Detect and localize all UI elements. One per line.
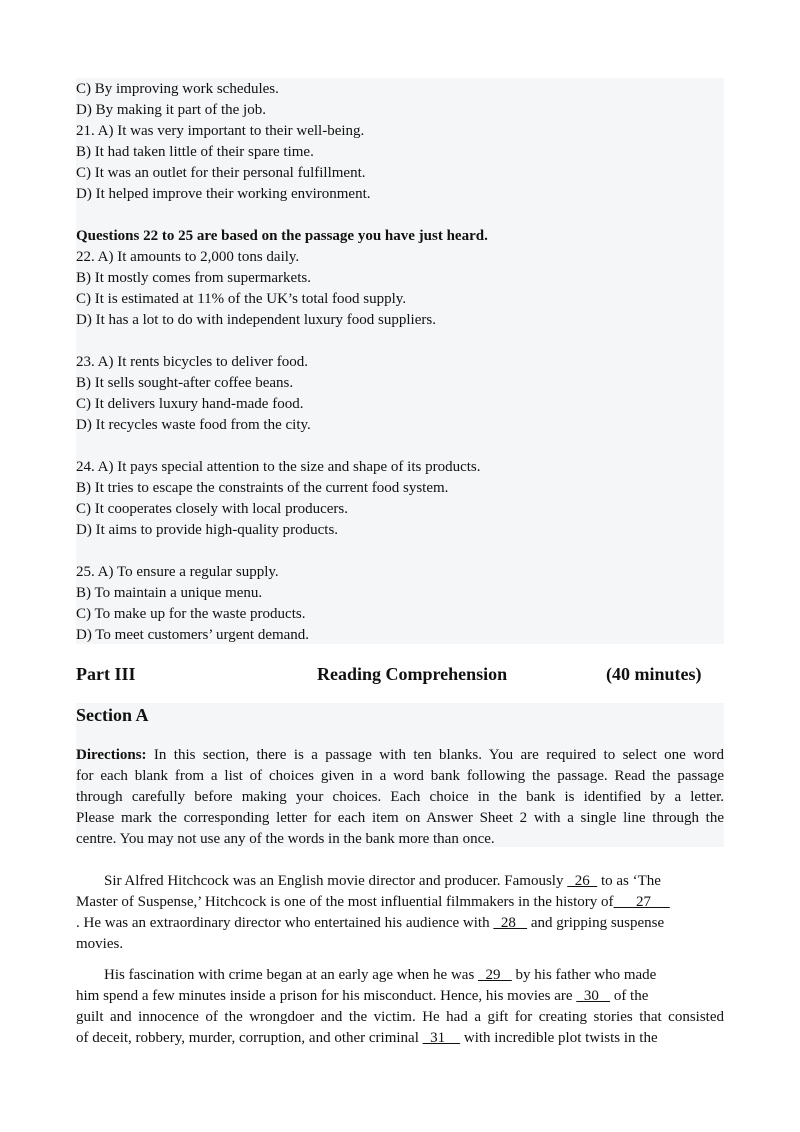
para2-text: His fascination with crime began at an early age when he was — [104, 967, 479, 983]
para2-text: of the — [610, 988, 649, 1004]
option-25b: B) To maintain a unique menu. — [76, 585, 263, 601]
option-23b: B) It sells sought-after coffee beans. — [76, 375, 294, 391]
directions-line-2: for each blank from a list of choices given in a word bank following the passage. Read the passage — [76, 768, 724, 784]
option-23a: 23. A) It rents bicycles to deliver food. — [76, 354, 309, 370]
blank-27: 27 — [613, 894, 670, 910]
para1-text: Master of Suspense,’ Hitchcock is one of the most influential filmmakers in the history of — [76, 894, 614, 910]
option-25d: D) To meet customers’ urgent demand. — [76, 627, 310, 643]
directions-line-3: through carefully before making your choices. Each choice in the bank is identified by a letter. — [76, 789, 724, 805]
option-25a: 25. A) To ensure a regular supply. — [76, 564, 279, 580]
directions-line-5: centre. You may not use any of the words in the bank more than once. — [76, 831, 495, 847]
option-21b: B) It had taken little of their spare time. — [76, 144, 314, 160]
para1-line-4: movies. — [76, 936, 124, 952]
option-21a: 21. A) It was very important to their well-being. — [76, 123, 365, 139]
directions-line-1 — [76, 745, 724, 766]
option-21d: D) It helped improve their working environment. — [76, 186, 371, 202]
option-20c: C) By improving work schedules. — [76, 81, 279, 97]
para1-text: Sir Alfred Hitchcock was an English movie director and producer. Famously — [104, 873, 568, 889]
para2-line-3: guilt and innocence of the wrongdoer and the victim. He had a gift for creating stories that consisted — [76, 1009, 724, 1025]
para2-line-4 — [76, 1028, 724, 1049]
option-22c: C) It is estimated at 11% of the UK’s total food supply. — [76, 291, 407, 307]
para2-text: with incredible plot twists in the — [460, 1030, 658, 1046]
para2-text: of deceit, robbery, murder, corruption, and other criminal — [76, 1030, 423, 1046]
para1-text: to as ‘The — [597, 873, 661, 889]
option-21c: C) It was an outlet for their personal fulfillment. — [76, 165, 366, 181]
blank-30: 30 — [576, 988, 611, 1004]
option-23c: C) It delivers luxury hand-made food. — [76, 396, 304, 412]
part-time: (40 minutes) — [606, 664, 702, 684]
option-22b: B) It mostly comes from supermarkets. — [76, 270, 311, 286]
option-22a: 22. A) It amounts to 2,000 tons daily. — [76, 249, 300, 265]
option-24b: B) It tries to escape the constraints of the current food system. — [76, 480, 449, 496]
para2-line-1 — [76, 965, 724, 986]
directions-line-4: Please mark the corresponding letter for each item on Answer Sheet 2 with a single line through the — [76, 810, 724, 826]
passage-heading: Questions 22 to 25 are based on the passage you have just heard. — [76, 228, 488, 244]
para1-line-3 — [76, 913, 724, 934]
part-label: Part III — [76, 664, 136, 684]
option-24a: 24. A) It pays special attention to the size and shape of its products. — [76, 459, 481, 475]
section-title: Section A — [76, 705, 149, 725]
option-20d: D) By making it part of the job. — [76, 102, 266, 118]
option-24c: C) It cooperates closely with local producers. — [76, 501, 348, 517]
blank-28: 28 — [493, 915, 528, 931]
blank-26: 26 — [567, 873, 598, 889]
para2-text: by his father who made — [511, 967, 657, 983]
para1-text: and gripping suspense — [527, 915, 665, 931]
option-25c: C) To make up for the waste products. — [76, 606, 306, 622]
blank-31: 31 — [422, 1030, 461, 1046]
directions-label: Directions: — [76, 747, 147, 763]
para2-text: him spend a few minutes inside a prison for his misconduct. Hence, his movies are — [76, 988, 577, 1004]
option-24d: D) It aims to provide high-quality products. — [76, 522, 339, 538]
para1-text: . He was an extraordinary director who entertained his audience with — [76, 915, 494, 931]
part-title: Reading Comprehension — [317, 664, 508, 684]
para1-line-1 — [76, 871, 724, 892]
para1-line-2 — [76, 892, 724, 913]
option-23d: D) It recycles waste food from the city. — [76, 417, 311, 433]
directions-text-1: In this section, there is a passage with ten blanks. You are required to select one word — [146, 747, 724, 763]
option-22d: D) It has a lot to do with independent luxury food suppliers. — [76, 312, 436, 328]
para2-line-2 — [76, 986, 724, 1007]
blank-29: 29 — [478, 967, 512, 983]
